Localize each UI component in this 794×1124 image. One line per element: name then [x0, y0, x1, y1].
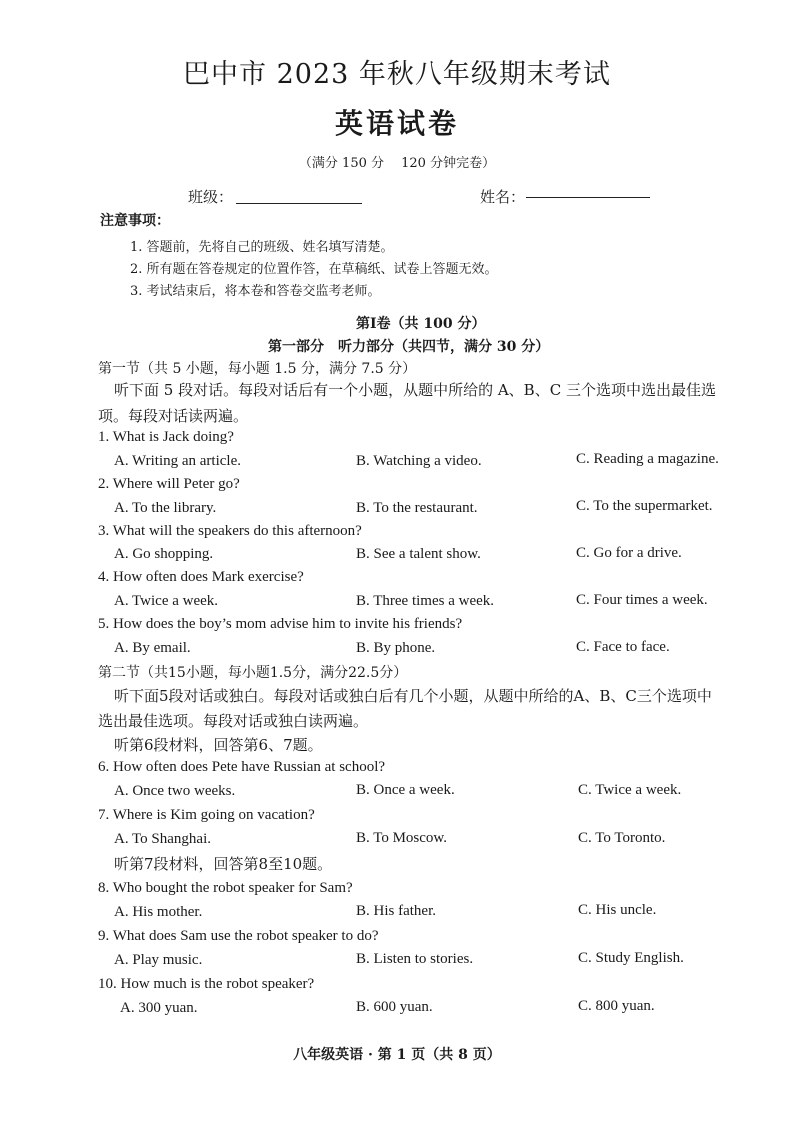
- exam-title: 巴中市 2023 年秋八年级期末考试: [183, 59, 611, 90]
- option-c: C. Reading a magazine.: [576, 451, 719, 467]
- question-stem: 9. What does Sam use the robot speaker to do?: [98, 928, 379, 944]
- option-b: B. See a talent show.: [356, 546, 481, 562]
- option-a: A. Play music.: [114, 952, 203, 968]
- page-footer: 八年级英语 · 第 1 页（共 8 页）: [293, 1047, 501, 1063]
- material-6-note: 听第6段材料，回答第6、7题。: [114, 736, 323, 754]
- question-stem: 10. How much is the robot speaker?: [98, 976, 315, 992]
- question-stem: 6. How often does Pete have Russian at school?: [98, 759, 386, 775]
- section1-heading: 第一节（共 5 小题，每小题 1.5 分，满分 7.5 分）: [98, 361, 417, 377]
- option-c: C. Face to face.: [576, 639, 670, 655]
- name-label: 姓名：: [480, 188, 526, 206]
- question-stem: 8. Who bought the robot speaker for Sam?: [98, 880, 353, 896]
- class-label: 班级：: [188, 188, 234, 206]
- section1-instruction: 听下面 5 段对话。每段对话后有一个小题，从题中所给的 A、B、C 三个选项中选出最佳选: [114, 381, 716, 399]
- material-7-note: 听第7段材料，回答第8至10题。: [114, 855, 333, 873]
- note-item: 2. 所有题在答卷规定的位置作答，在草稿纸、试卷上答题无效。: [130, 262, 498, 277]
- option-b: B. Listen to stories.: [356, 951, 474, 967]
- option-c: C. Four times a week.: [576, 592, 708, 608]
- option-a: A. To Shanghai.: [114, 831, 212, 847]
- option-b: B. By phone.: [356, 640, 436, 656]
- option-a: A. His mother.: [114, 904, 203, 920]
- question-stem: 5. How does the boy’s mom advise him to invite his friends?: [98, 616, 463, 632]
- option-b: B. Once a week.: [356, 782, 455, 798]
- option-a: A. 300 yuan.: [120, 1000, 198, 1016]
- option-a: A. Once two weeks.: [114, 783, 236, 799]
- question-stem: 1. What is Jack doing?: [98, 429, 234, 445]
- option-c: C. Study English.: [578, 950, 684, 966]
- section2-instruction: 听下面5段对话或独白。每段对话或独白后有几个小题，从题中所给的A、B、C三个选项中: [114, 687, 712, 705]
- option-b: B. 600 yuan.: [356, 999, 433, 1015]
- class-field[interactable]: [236, 203, 362, 204]
- exam-subtitle: 英语试卷: [334, 107, 459, 140]
- option-a: A. Go shopping.: [114, 546, 214, 562]
- option-a: A. By email.: [114, 640, 191, 656]
- notes-heading: 注意事项：: [100, 213, 170, 229]
- option-b: B. To the restaurant.: [356, 500, 478, 516]
- option-b: B. Watching a video.: [356, 453, 482, 469]
- part1-heading: 第一部分 听力部分（共四节，满分 30 分）: [268, 339, 550, 355]
- option-c: C. 800 yuan.: [578, 998, 655, 1014]
- option-c: C. Twice a week.: [578, 782, 682, 798]
- option-a: A. To the library.: [114, 500, 217, 516]
- option-b: B. Three times a week.: [356, 593, 495, 609]
- section2-heading: 第二节（共15小题，每小题1.5分，满分22.5分）: [98, 665, 408, 681]
- question-stem: 7. Where is Kim going on vacation?: [98, 807, 315, 823]
- option-b: B. To Moscow.: [356, 830, 448, 846]
- option-c: C. To the supermarket.: [576, 498, 713, 514]
- option-a: A. Writing an article.: [114, 453, 241, 469]
- option-b: B. His father.: [356, 903, 436, 919]
- option-a: A. Twice a week.: [114, 593, 219, 609]
- name-field[interactable]: [526, 197, 650, 198]
- question-stem: 4. How often does Mark exercise?: [98, 569, 304, 585]
- option-c: C. His uncle.: [578, 902, 657, 918]
- option-c: C. Go for a drive.: [576, 545, 682, 561]
- section1-instruction: 项。每段对话读两遍。: [98, 407, 249, 425]
- score-info: （满分 150 分 120 分钟完卷）: [298, 156, 496, 171]
- volume-heading: 第Ⅰ卷（共 100 分）: [356, 316, 486, 332]
- question-stem: 2. Where will Peter go?: [98, 476, 240, 492]
- option-c: C. To Toronto.: [578, 830, 666, 846]
- section2-instruction: 选出最佳选项。每段对话或独白读两遍。: [98, 712, 369, 730]
- question-stem: 3. What will the speakers do this afternoon?: [98, 523, 362, 539]
- note-item: 1. 答题前，先将自己的班级、姓名填写清楚。: [130, 240, 394, 255]
- note-item: 3. 考试结束后，将本卷和答卷交监考老师。: [130, 284, 381, 299]
